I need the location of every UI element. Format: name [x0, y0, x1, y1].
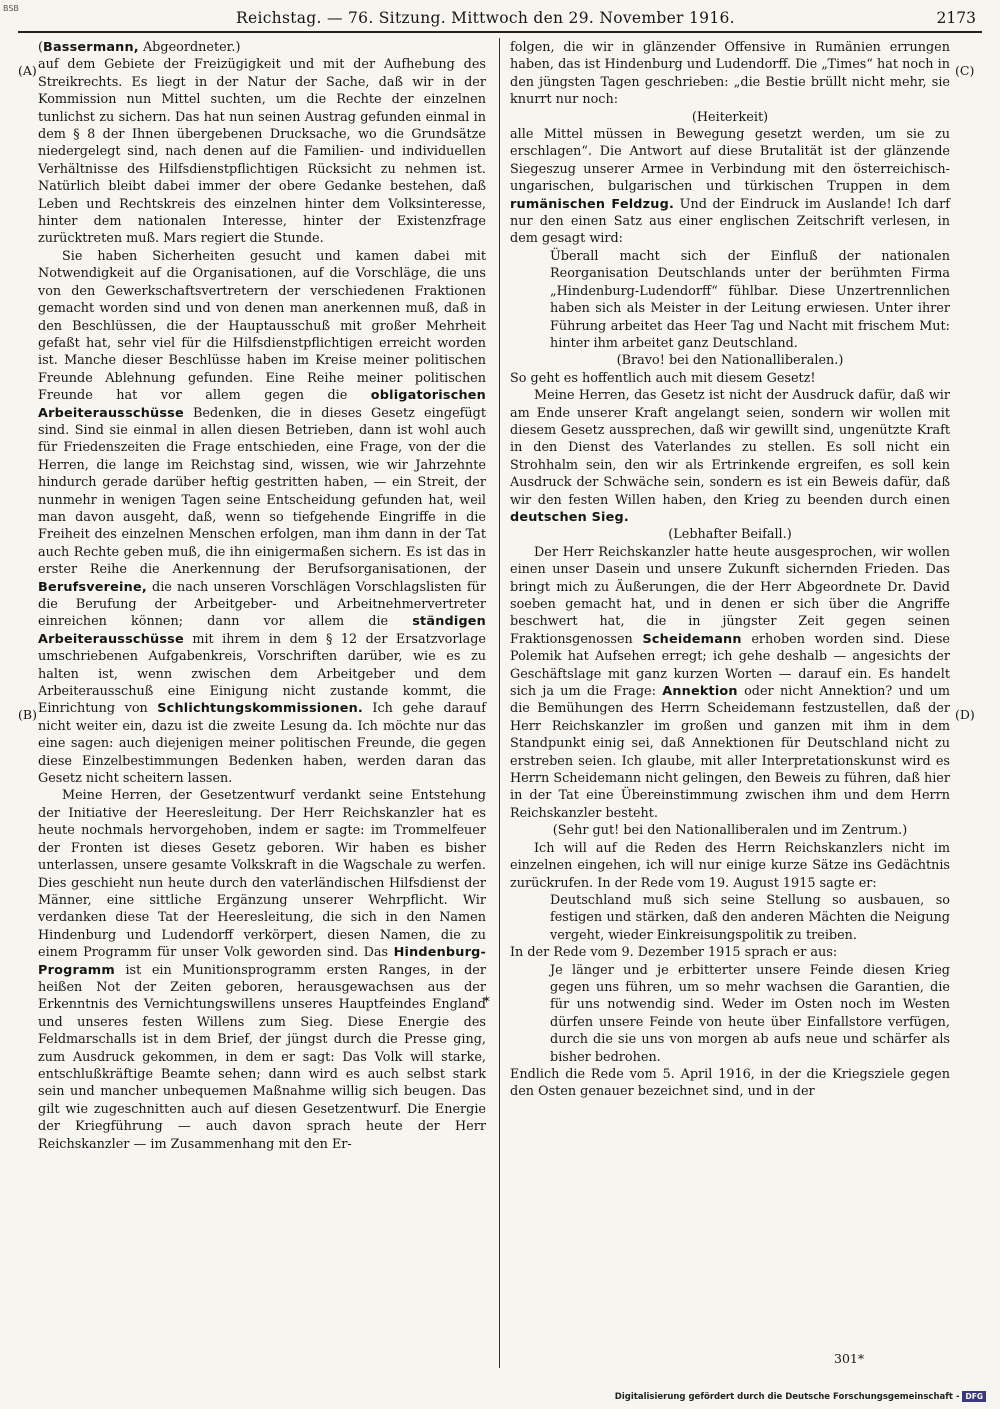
page-number: 2173 [936, 9, 976, 27]
reaction: (Lebhafter Beifall.) [668, 527, 792, 543]
right-column [510, 39, 950, 1101]
emphasis: Schlichtungskommissionen. [157, 701, 363, 717]
margin-mark-d: (D) [955, 707, 975, 722]
funding-note: Digitalisierung gefördert durch die Deutsche Forschungsgemeinschaft - [614, 1392, 960, 1402]
paragraph: Ich will auf die Reden des Herrn Reichskanzlers nicht im einzelnen eingehen, ich will nur einige kurze Sätze ins Gedächtnis zurückrufen. In der Rede vom 19. August 1915 sagte er: [510, 840, 950, 891]
margin-mark-c: (C) [955, 63, 975, 78]
sheet-signature: 301* [834, 1351, 865, 1366]
running-title: Reichstag. — 76. Sitzung. Mittwoch den 29. November 1916. [236, 9, 735, 27]
reaction: (Sehr gut! bei den Nationalliberalen und im Zentrum.) [552, 823, 908, 839]
reaction: (Bravo! bei den Nationalliberalen.) [616, 353, 844, 369]
emphasis: ständigen Arbeiterausschüsse [38, 614, 486, 647]
emphasis: Annektion [662, 684, 738, 700]
reaction: (Heiterkeit) [691, 109, 769, 125]
speaker-line: (Bassermann, Abgeordneter.) [38, 40, 241, 55]
left-column [38, 39, 486, 1153]
emphasis: Scheidemann [642, 631, 742, 647]
ink-mark: ✶ [482, 993, 492, 1006]
paragraph: Der Herr Reichskanzler hatte heute ausgesprochen, wir wollen einen unser Dasein und unsere Zukunft sichernden Frieden. Das bringt mich zu Äußerungen, die der Herr Abgeordnete Dr. David soeben gemacht hat, und in denen er sich über die Angriffe beschwert hat, die in jüngster Zeit gegen seinen Fraktionsgenossen Scheidemann erhoben worden sind. Diese Polemik hat Aufsehen erregt; ich gehe deshalb — angesichts der Geschäftslage mit ganz kurzen Worten — darauf ein. Es handelt sich ja um die Frage: Annektion oder nicht Annektion? und um die Bemühungen des Herrn Scheidemann festzustellen, daß der Herr Reichskanzler im großen und ganzen mit ihm in dem Standpunkt einig sei, daß Annektionen für Deutschland nicht zu erstreben seien. Ich glaube, mit aller Interpretationskunst wird es Herrn Scheidemann nicht gelingen, den Beweis zu führen, daß hier in der Tat eine Übereinstimmung zwischen ihm und dem Herrn Reichskanzler besteht. [510, 544, 950, 821]
paragraph: Meine Herren, der Gesetzentwurf verdankt seine Entstehung der Initiative der Heeresleitung. Der Herr Reichskanzler hat es heute nochmals hervorgehoben, indem er sagte: im Trommelfeuer der Fronten ist dieses Gesetz geboren. Wir haben es bisher unterlassen, unsere gesamte Volkskraft in die Wagschale zu werfen. Dies geschieht nun heute durch den vaterländischen Hilfsdienst der Männer, eine sittliche Ergänzung unserer Wehrpflicht. Wir verdanken diese Tat der Heeresleitung, die sich in den Namen Hindenburg und Ludendorff verkörpert, diesen Namen, die zu einem Programm für unser Volk geworden sind. Das Hindenburg-Programm ist ein Munitionsprogramm ersten Ranges, in der heißen Not der Zeiten geboren, herausgewachsen aus der Erkenntnis des Vernichtungswillens unseres Hauptfeindes England und unseres festen Willens zum Sieg. Diese Energie des Feldmarschalls ist in dem Brief, der jüngst durch die Presse ging, zum Ausdruck gekommen, in dem er sagt: Das Volk will starke, entschlußkräftige Beamte sehen; dann wird es auch selbst stark sein und mancher unbequemen Maßnahme willig sich beugen. Das gilt wie zugeschnitten auch auf diesen Gesetzentwurf. Die Energie der Kriegführung — auch davon sprach heute der Herr Reichskanzler — im Zusammenhang mit den Er- [38, 788, 486, 1152]
paragraph: In der Rede vom 9. Dezember 1915 sprach er aus: [510, 945, 838, 961]
margin-mark-a: (A) [18, 63, 37, 78]
funding-footer [615, 1391, 986, 1402]
margin-mark-b: (B) [18, 707, 37, 722]
library-mark: BSB [3, 4, 19, 13]
column-divider [499, 38, 500, 1368]
header-rule [18, 31, 982, 33]
speaker-role: Abgeordneter. [138, 40, 236, 55]
quote: Überall macht sich der Einfluß der nationalen Reorganisation Deutschlands unter der berühmten Firma „Hindenburg-Ludendorff“ fühlbar. Diese Unzertrennlichen haben sich als Meister in der Leitung erwiesen. Unter ihrer Führung arbeitet das Heer Tag und Nacht mit frischem Mut: hinter ihm arbeitet ganz Deutschland. [550, 248, 950, 351]
page-header [18, 7, 982, 31]
emphasis: obligatorischen Arbeiterausschüsse [38, 388, 486, 421]
emphasis: Hindenburg-Programm [38, 945, 486, 978]
quote: Je länger und je erbitterter unsere Feinde diesen Krieg gegen uns führen, um so mehr wachsen die Garantien, die für uns notwendig sind. Weder im Osten noch im Westen dürfen unsere Feinde von heute über Einfallstore verfügen, durch die sie uns von morgen ab aufs neue und schärfer als bisher bedrohen. [550, 962, 950, 1065]
paragraph: folgen, die wir in glänzender Offensive in Rumänien errungen haben, das ist Hindenburg und Ludendorff. Die „Times“ hat noch in den jüngsten Tagen geschrieben: „die Bestie brüllt nicht mehr, sie knurrt nur noch: [510, 40, 950, 108]
paragraph: alle Mittel müssen in Bewegung gesetzt werden, um sie zu erschlagen“. Die Antwort auf diese Brutalität ist der glänzende Siegeszug unserer Armee in Verbindung mit den österreichisch-ungarischen, bulgarischen und türkischen Truppen in dem rumänischen Feldzug. Und der Eindruck im Auslande! Ich darf nur den einen Satz aus einer englischen Zeitschrift verlesen, in dem gesagt wird: [510, 127, 950, 247]
emphasis: rumänischen Feldzug. [510, 196, 675, 212]
quote: Deutschland muß sich seine Stellung so ausbauen, so festigen und stärken, daß den anderen Mächten die Neigung vergeht, wieder Einkreisungspolitik zu treiben. [550, 892, 950, 943]
paragraph: Sie haben Sicherheiten gesucht und kamen dabei mit Notwendigkeit auf die Organisationen, auf die Vorschläge, die uns von den Gewerkschaftsvertretern der verschiedenen Fraktionen gemacht worden sind und von denen man anerkennen muß, daß in den Beschlüssen, die der Hauptausschuß mit großer Mehrheit gefaßt hat, sehr viel für die Hilfsdienstpflichtigen erreicht worden ist. Manche dieser Beschlüsse haben im Kreise meiner politischen Freunde Ablehnung gefunden. Eine Reihe meiner politischen Freunde hat vor allem gegen die obligatorischen Arbeiterausschüsse Bedenken, die in dieses Gesetz eingefügt sind. Sind sie einmal in allen diesen Betrieben, dann ist wohl auch für Friedenszeiten die Frage entschieden, eine Frage, von der die Herren, die lange im Reichstag sind, wissen, wie wir Jahrzehnte hindurch gerade darüber heftig gestritten haben, — ein Streit, der nunmehr in wenigen Tagen seine Entscheidung gefunden hat, weil man davon ausgeht, daß, wenn so tiefgehende Eingriffe in die Freiheit des einzelnen Menschen erfolgen, man ihm dann in der Tat auch Rechte geben muß, die ihn einigermaßen sichern. Es ist das in erster Reihe die Anerkennung der Berufsorganisationen, der Berufsvereine, die nach unseren Vorschlägen Vorschlagslisten für die Berufung der Arbeitgeber- und Arbeitnehmervertreter einreichen können; dann vor allem die ständigen Arbeiterausschüsse mit ihrem in dem § 12 der Ersatzvorlage umschriebenen Aufgabenkreis, Vorschriften darüber, wie es zu halten ist, wenn zwischen dem Arbeitgeber und dem Arbeiterausschuß eine Einigung nicht zustande kommt, die Einrichtung von Schlichtungskommissionen. Ich gehe darauf nicht weiter ein, dazu ist die zweite Lesung da. Ich möchte nur das eine sagen: auch diejenigen meiner politischen Freunde, die gegen diese Einzelbestimmungen Bedenken haben, werden daran das Gesetz nicht scheitern lassen. [38, 248, 486, 787]
paragraph: Endlich die Rede vom 5. April 1916, in der die Kriegsziele gegen den Osten genauer bezeichnet sind, und in der [510, 1066, 950, 1100]
speaker-name: Bassermann, [43, 40, 139, 55]
dfg-logo: DFG [962, 1391, 986, 1402]
paragraph: Meine Herren, das Gesetz ist nicht der Ausdruck dafür, daß wir am Ende unserer Kraft angelangt seien, sondern wir wollen mit diesem Gesetz aussprechen, daß wir gewillt sind, ungenützte Kraft in den Dienst des Vaterlandes zu stellen. Es soll nicht ein Strohhalm sein, den wir als Ertrinkende ergreifen, es soll kein Ausdruck der Schwäche sein, sondern es ist ein Beweis dafür, daß wir den festen Willen haben, den Krieg zu beenden durch einen deutschen Sieg. [510, 388, 950, 525]
paragraph: auf dem Gebiete der Freizügigkeit und mit der Aufhebung des Streikrechts. Es liegt in der Natur der Sache, daß wir in der Kommission nun Mittel suchten, um die Rechte der einzelnen tunlichst zu sichern. Das hat nun seinen Austrag gefunden einmal in dem § 8 der Ihnen übergebenen Drucksache, wo die Grundsätze niedergelegt sind, nach denen auf die Familien- und individuellen Verhältnisse des Hilfsdienstpflichtigen Rücksicht zu nehmen ist. Natürlich bleibt dabei immer der obere Gedanke bestehen, daß Leben und Rechtskreis des einzelnen hinter dem Volksinteresse, hinter dem nationalen Interesse, hinter der Existenzfrage zurücktreten muß. Mars regiert die Stunde. [38, 57, 486, 247]
emphasis: Berufsvereine, [38, 579, 147, 595]
emphasis: deutschen Sieg. [510, 509, 629, 525]
paragraph: So geht es hoffentlich auch mit diesem Gesetz! [510, 370, 816, 386]
